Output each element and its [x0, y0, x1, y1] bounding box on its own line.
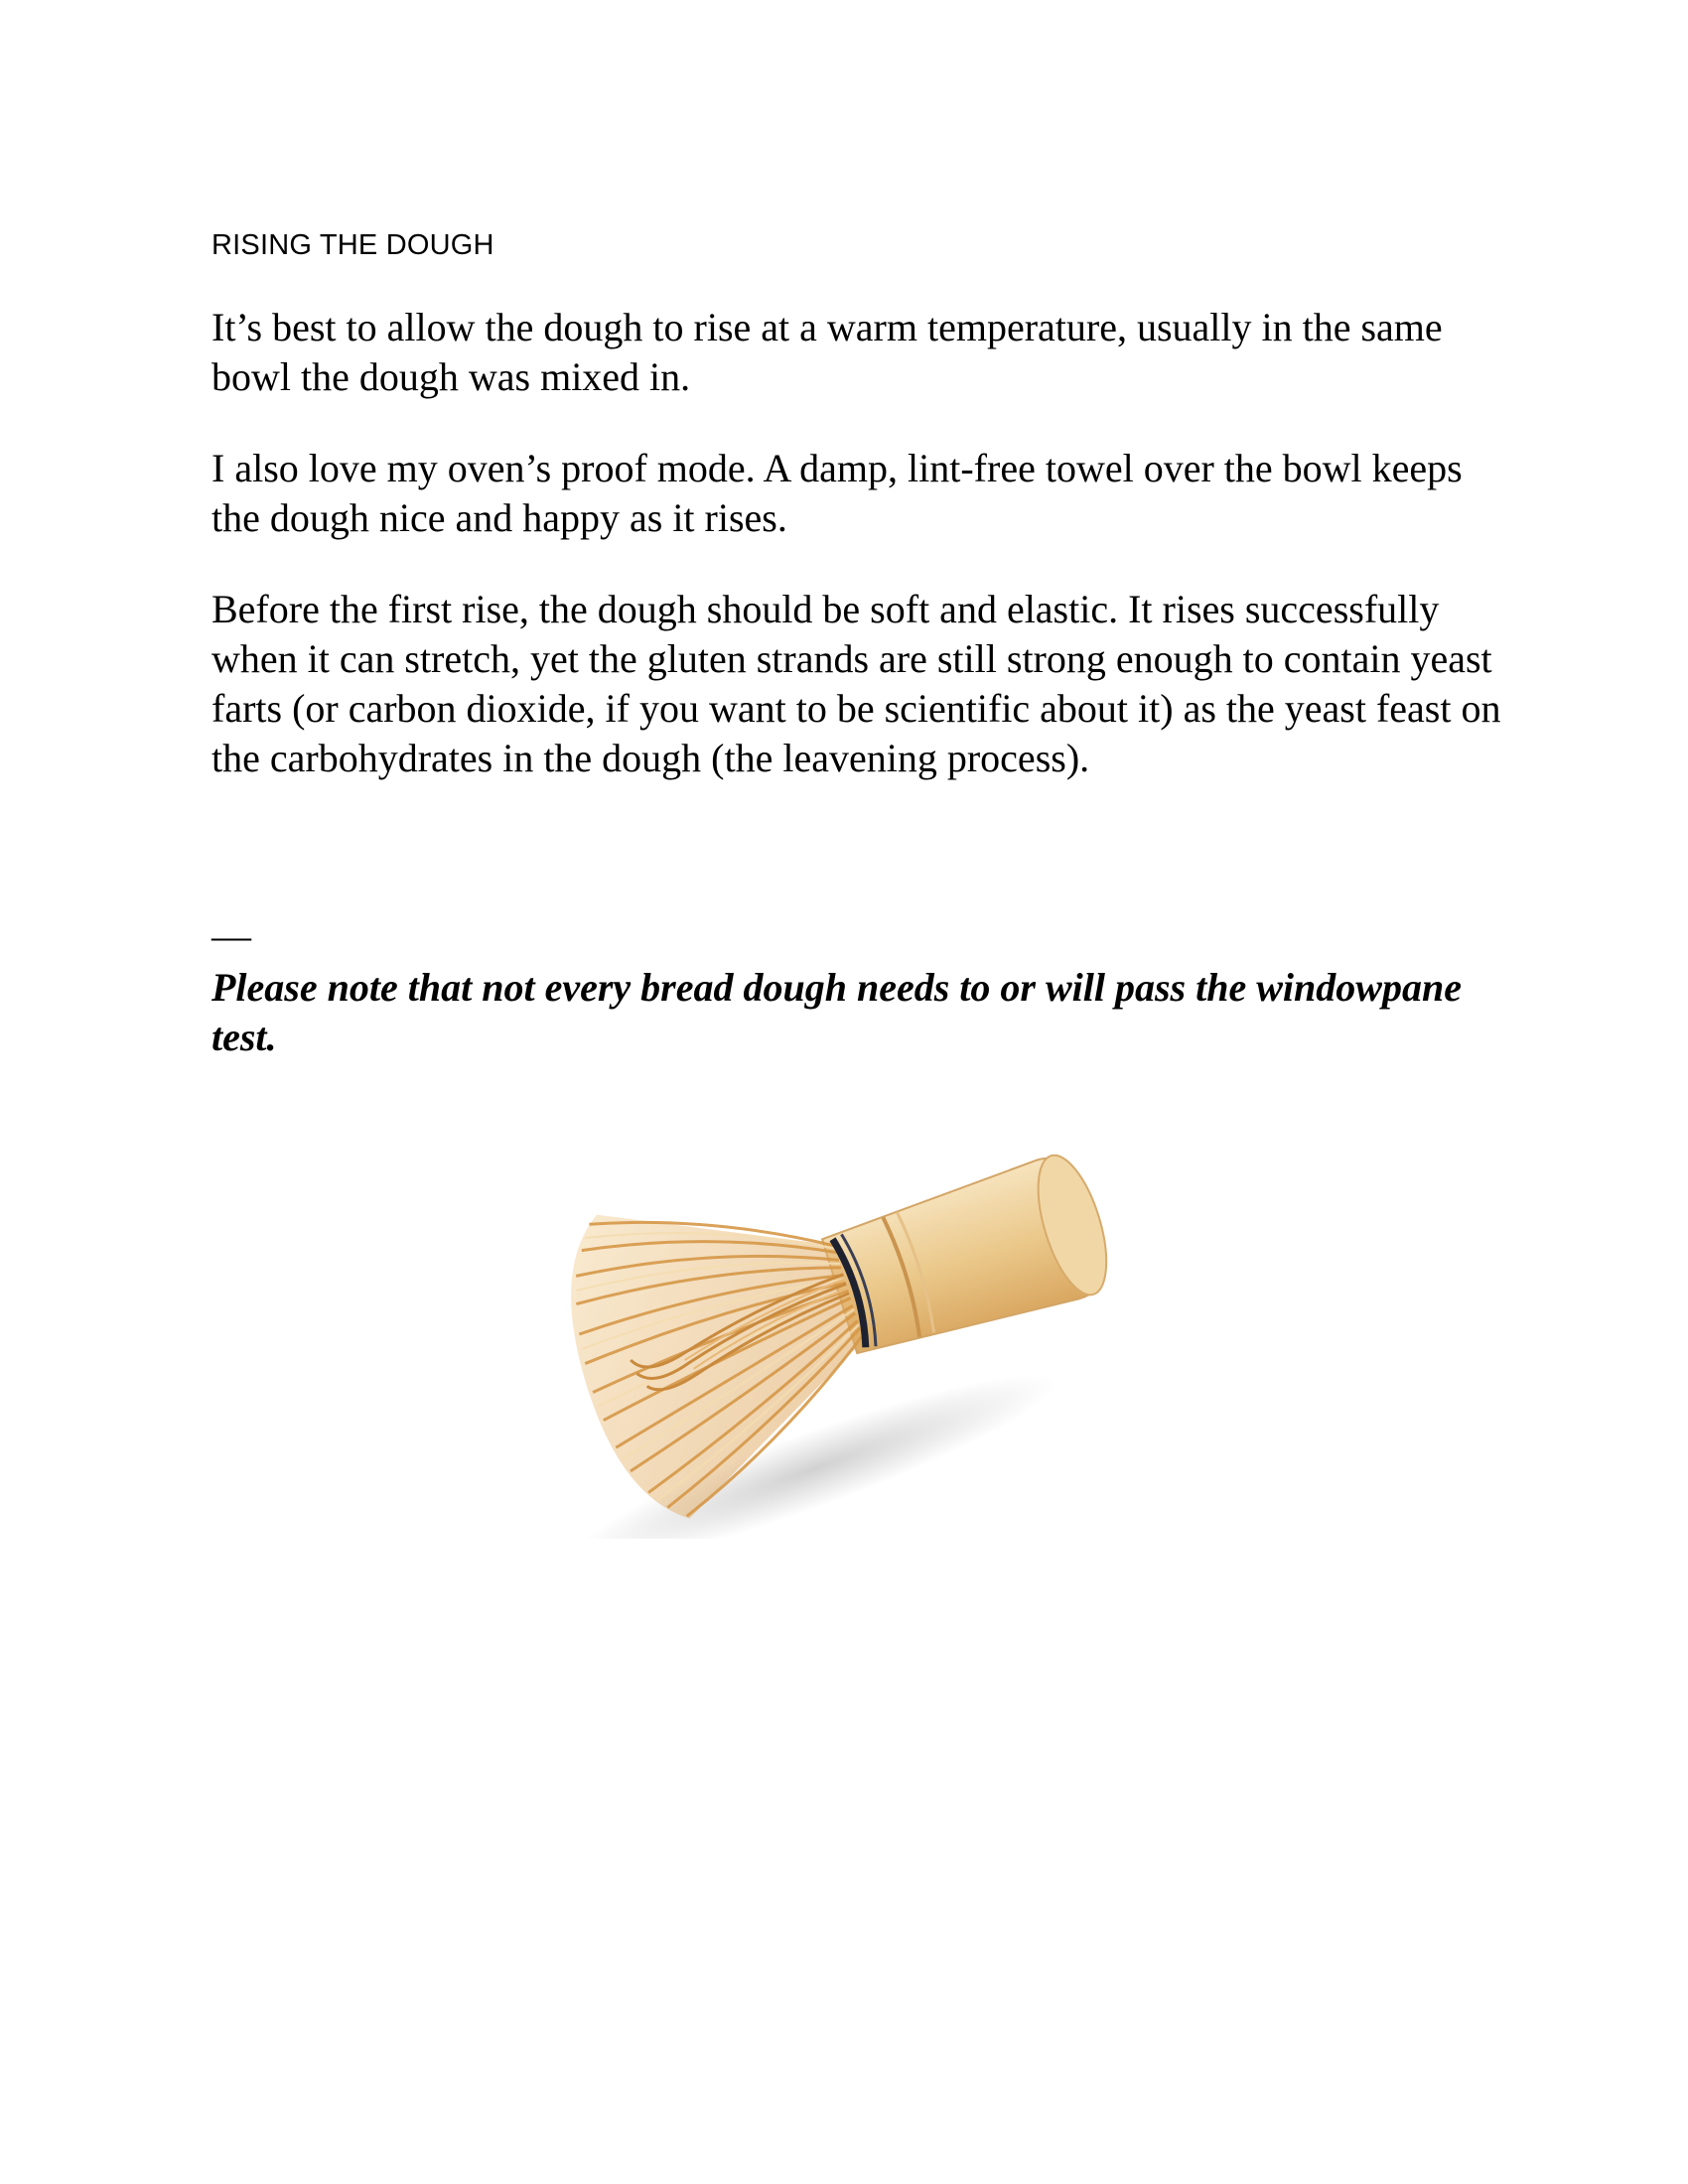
- windowpane-note: Please note that not every bread dough needs to or will pass the windowpane test.: [211, 965, 1462, 1059]
- separator-dash: —: [211, 913, 251, 958]
- section-heading: RISING THE DOUGH: [211, 229, 494, 261]
- paragraph-first-rise: Before the first rise, the dough should be soft and elastic. It rises successfully when it can stretch, yet the gluten strands are still strong enough to contain yeast farts (or carbon dioxide, if you want to be scientific about it) as the yeast feast on the carbohydrates in the dough (the leavening process).: [211, 587, 1501, 780]
- bamboo-whisk-icon: [516, 1092, 1192, 1539]
- paragraph-rise-temperature: It’s best to allow the dough to rise at a warm temperature, usually in the same bowl the dough was mixed in.: [211, 305, 1443, 399]
- paragraph-proof-mode: I also love my oven’s proof mode. A damp, lint-free towel over the bowl keeps the dough nice and happy as it rises.: [211, 446, 1463, 540]
